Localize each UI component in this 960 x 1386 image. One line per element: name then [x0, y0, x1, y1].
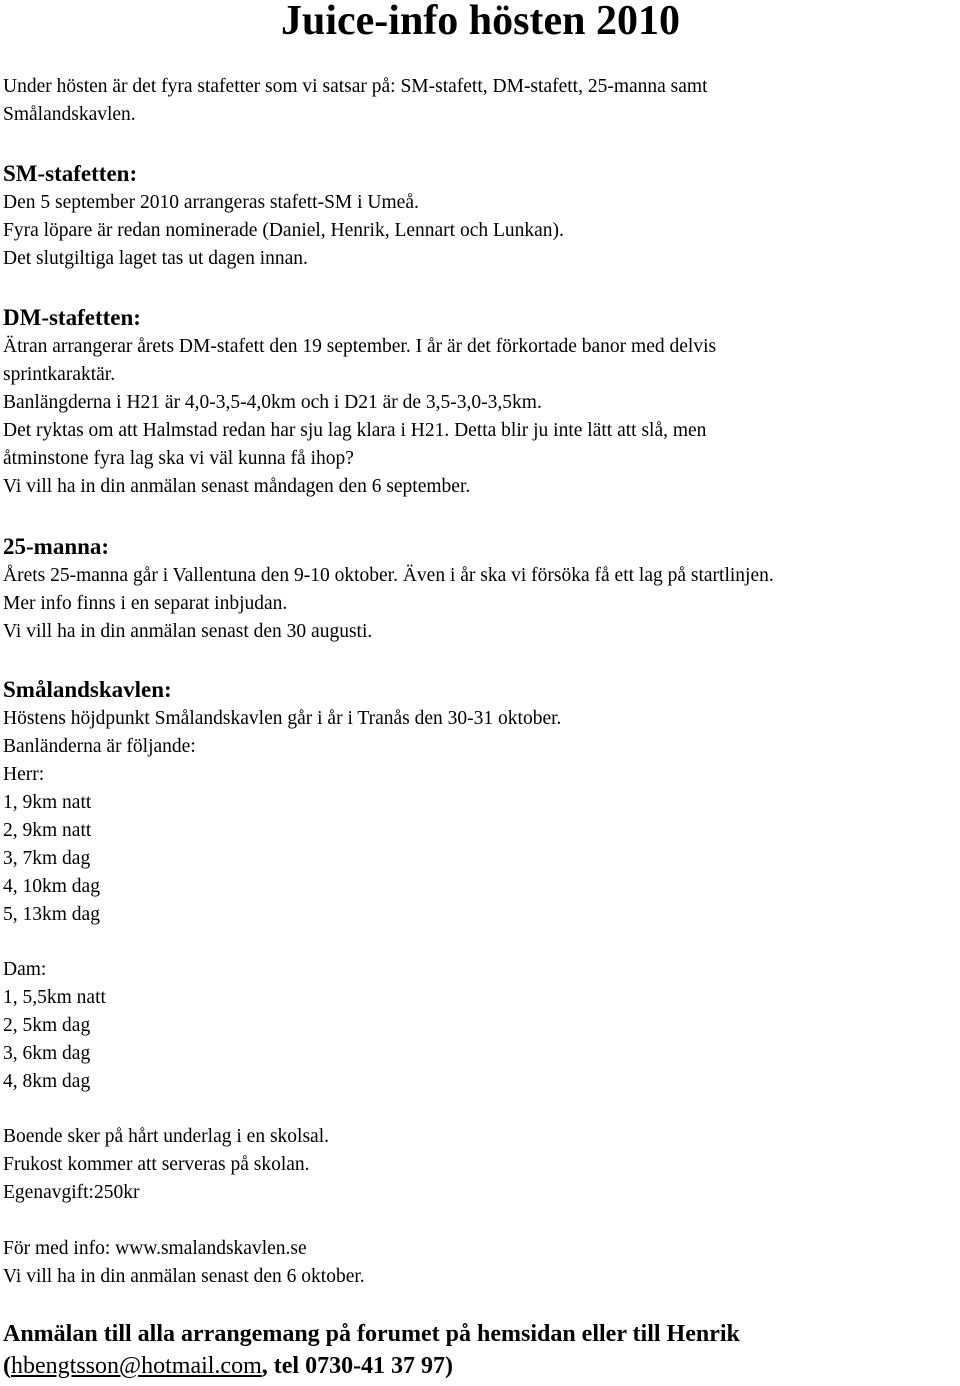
info-line: Boende sker på hårt underlag i en skolsal. [3, 1126, 329, 1147]
more-info [3, 1235, 958, 1291]
smalandskavlen-heading: Smålandskavlen: [3, 677, 172, 702]
intro-line: Smålandskavlen. [3, 104, 136, 125]
manna-line: Mer info finns i en separat inbjudan. [3, 593, 288, 614]
footer-note [3, 1318, 958, 1382]
manna-section [3, 532, 958, 646]
phone-text: , tel 0730-41 37 97) [261, 1353, 454, 1379]
info-line: Egenavgift:250kr [3, 1182, 140, 1203]
info-line: Frukost kommer att serveras på skolan. [3, 1154, 310, 1175]
paren-open: ( [3, 1353, 11, 1379]
sm-section [3, 159, 958, 273]
dam-leg: 2, 5km dag [3, 1015, 91, 1036]
herr-leg: 5, 13km dag [3, 904, 100, 925]
dam-leg: 4, 8km dag [3, 1071, 91, 1092]
sm-heading: SM-stafetten: [3, 161, 138, 186]
practical-info [3, 1123, 958, 1207]
dm-heading: DM-stafetten: [3, 305, 141, 330]
manna-line: Vi vill ha in din anmälan senast den 30 augusti. [3, 621, 373, 642]
intro-paragraph [3, 73, 958, 129]
email-link[interactable]: hbengtsson@hotmail.com [11, 1353, 262, 1379]
dam-leg: 1, 5,5km natt [3, 987, 106, 1008]
dm-section [3, 303, 958, 501]
dam-list [3, 956, 958, 1096]
dm-line: åtminstone fyra lag ska vi väl kunna få ihop? [3, 448, 354, 469]
dm-line: Det ryktas om att Halmstad redan har sju lag klara i H21. Detta blir ju inte lätt att slå, men [3, 420, 707, 441]
herr-leg: 2, 9km natt [3, 820, 92, 841]
footer-line-1: Anmälan till alla arrangemang på forumet på hemsidan eller till Henrik [3, 1321, 740, 1347]
dm-line: sprintkaraktär. [3, 364, 116, 385]
dm-line: Vi vill ha in din anmälan senast måndagen den 6 september. [3, 476, 471, 497]
dm-line: Ätran arrangerar årets DM-stafett den 19 september. I år är det förkortade banor med delvis [3, 336, 717, 357]
sm-line: Den 5 september 2010 arrangeras stafett-SM i Umeå. [3, 192, 419, 213]
deadline-line: Vi vill ha in din anmälan senast den 6 oktober. [3, 1266, 365, 1287]
sk-intro-line: Höstens höjdpunkt Smålandskavlen går i år i Tranås den 30-31 oktober. [3, 708, 562, 729]
smalandskavlen-section [3, 675, 958, 929]
herr-leg: 3, 7km dag [3, 848, 91, 869]
dam-leg: 3, 6km dag [3, 1043, 91, 1064]
more-info-line: För med info: www.smalandskavlen.se [3, 1238, 307, 1259]
manna-heading: 25-manna: [3, 534, 110, 559]
herr-leg: 4, 10km dag [3, 876, 100, 897]
page-title: Juice-info hösten 2010 [281, 0, 680, 44]
intro-line: Under hösten är det fyra stafetter som vi satsar på: SM-stafett, DM-stafett, 25-manna samt [3, 76, 708, 97]
footer-line-2 [3, 1350, 958, 1382]
sm-line: Fyra löpare är redan nominerade (Daniel, Henrik, Lennart och Lunkan). [3, 220, 564, 241]
dam-label: Dam: [3, 959, 47, 980]
herr-leg: 1, 9km natt [3, 792, 92, 813]
sm-line: Det slutgiltiga laget tas ut dagen innan. [3, 248, 308, 269]
sk-intro-line: Banländerna är följande: [3, 736, 196, 757]
dm-line: Banlängderna i H21 är 4,0-3,5-4,0km och i D21 är de 3,5-3,0-3,5km. [3, 392, 542, 413]
herr-label: Herr: [3, 764, 45, 785]
manna-line: Årets 25-manna går i Vallentuna den 9-10 oktober. Även i år ska vi försöka få ett lag på startlinjen. [3, 565, 774, 586]
